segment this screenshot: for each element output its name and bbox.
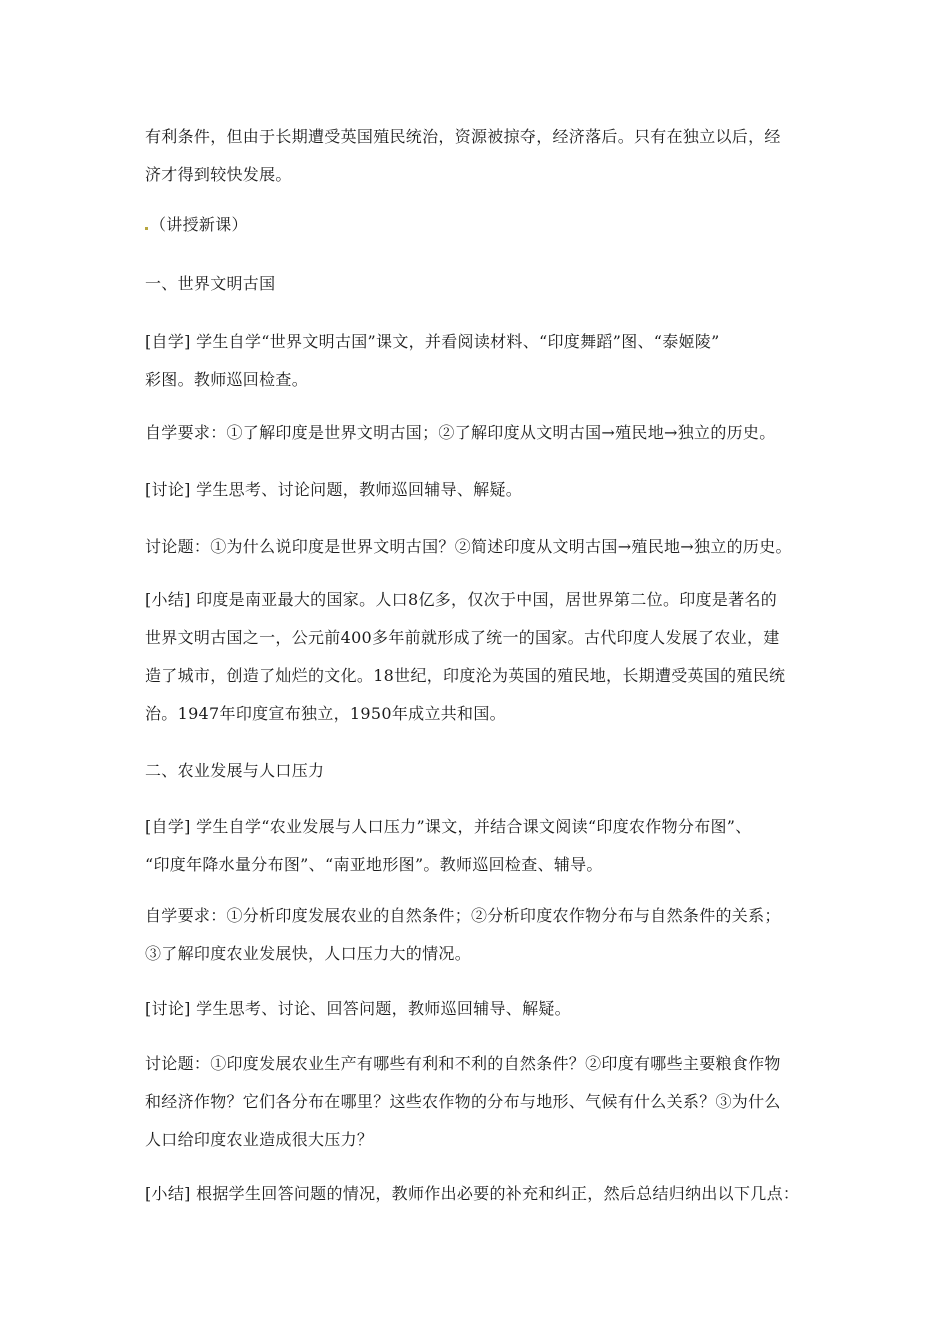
text-line: “印度年降水量分布图”、“南亚地形图”。教师巡回检查、辅导。 [145, 855, 603, 874]
text-line: 自学要求：①了解印度是世界文明古国；②了解印度从文明古国→殖民地→独立的历史。 [145, 423, 776, 442]
text-line-content: （讲授新课） [150, 215, 248, 234]
text-line: 二、农业发展与人口压力 [145, 761, 325, 780]
paragraph-questions-1 [145, 528, 825, 566]
text-line: 自学要求：①分析印度发展农业的自然条件；②分析印度农作物分布与自然条件的关系； [145, 906, 781, 925]
section-heading [145, 265, 825, 303]
paragraph-self-study-2 [145, 808, 825, 884]
section-heading [145, 752, 825, 790]
paragraph-summary-1 [145, 581, 825, 733]
paragraph-requirements-2 [145, 897, 825, 973]
paragraph-questions-2 [145, 1045, 825, 1159]
text-line: 治。1947年印度宣布独立，1950年成立共和国。 [145, 704, 506, 723]
text-line: [自学] 学生自学“世界文明古国”课文，并看阅读材料、“印度舞蹈”图、“泰姬陵” [145, 332, 720, 351]
text-line: [小结] 印度是南亚最大的国家。人口8亿多，仅次于中国，居世界第二位。印度是著名的 [145, 590, 778, 609]
text-line [145, 206, 825, 244]
text-line: 讨论题：①为什么说印度是世界文明古国？②简述印度从文明古国→殖民地→独立的历史。 [145, 537, 792, 556]
text-line: [讨论] 学生思考、讨论、回答问题，教师巡回辅导、解疑。 [145, 999, 571, 1018]
text-line: [自学] 学生自学“农业发展与人口压力”课文，并结合课文阅读“印度农作物分布图”、 [145, 817, 752, 836]
text-line: [讨论] 学生思考、讨论问题，教师巡回辅导、解疑。 [145, 480, 523, 499]
dot-mark [145, 227, 148, 230]
text-line: 有利条件，但由于长期遭受英国殖民统治，资源被掠夺，经济落后。只有在独立以后，经 [145, 127, 781, 146]
text-line: 造了城市，创造了灿烂的文化。18世纪，印度沦为英国的殖民地，长期遭受英国的殖民统 [145, 666, 786, 685]
text-line: 彩图。教师巡回检查。 [145, 370, 309, 389]
text-line: [小结] 根据学生回答问题的情况，教师作出必要的补充和纠正，然后总结归纳出以下几点： [145, 1184, 800, 1203]
text-line: 和经济作物？它们各分布在哪里？这些农作物的分布与地形、气候有什么关系？③为什么 [145, 1092, 781, 1111]
paragraph-discussion-1 [145, 471, 825, 509]
paragraph-continuation [145, 118, 825, 194]
text-line: 一、世界文明古国 [145, 274, 276, 293]
paragraph-requirements-1 [145, 414, 825, 452]
paragraph-self-study-1 [145, 323, 825, 399]
section-note [145, 206, 825, 244]
paragraph-summary-2 [145, 1175, 825, 1213]
text-line: 济才得到较快发展。 [145, 165, 292, 184]
text-line: ③了解印度农业发展快，人口压力大的情况。 [145, 944, 472, 963]
text-line: 讨论题：①印度发展农业生产有哪些有利和不利的自然条件？②印度有哪些主要粮食作物 [145, 1054, 781, 1073]
text-line: 人口给印度农业造成很大压力？ [145, 1130, 374, 1149]
text-line: 世界文明古国之一，公元前400多年前就形成了统一的国家。古代印度人发展了农业，建 [145, 628, 780, 647]
paragraph-discussion-2 [145, 990, 825, 1028]
